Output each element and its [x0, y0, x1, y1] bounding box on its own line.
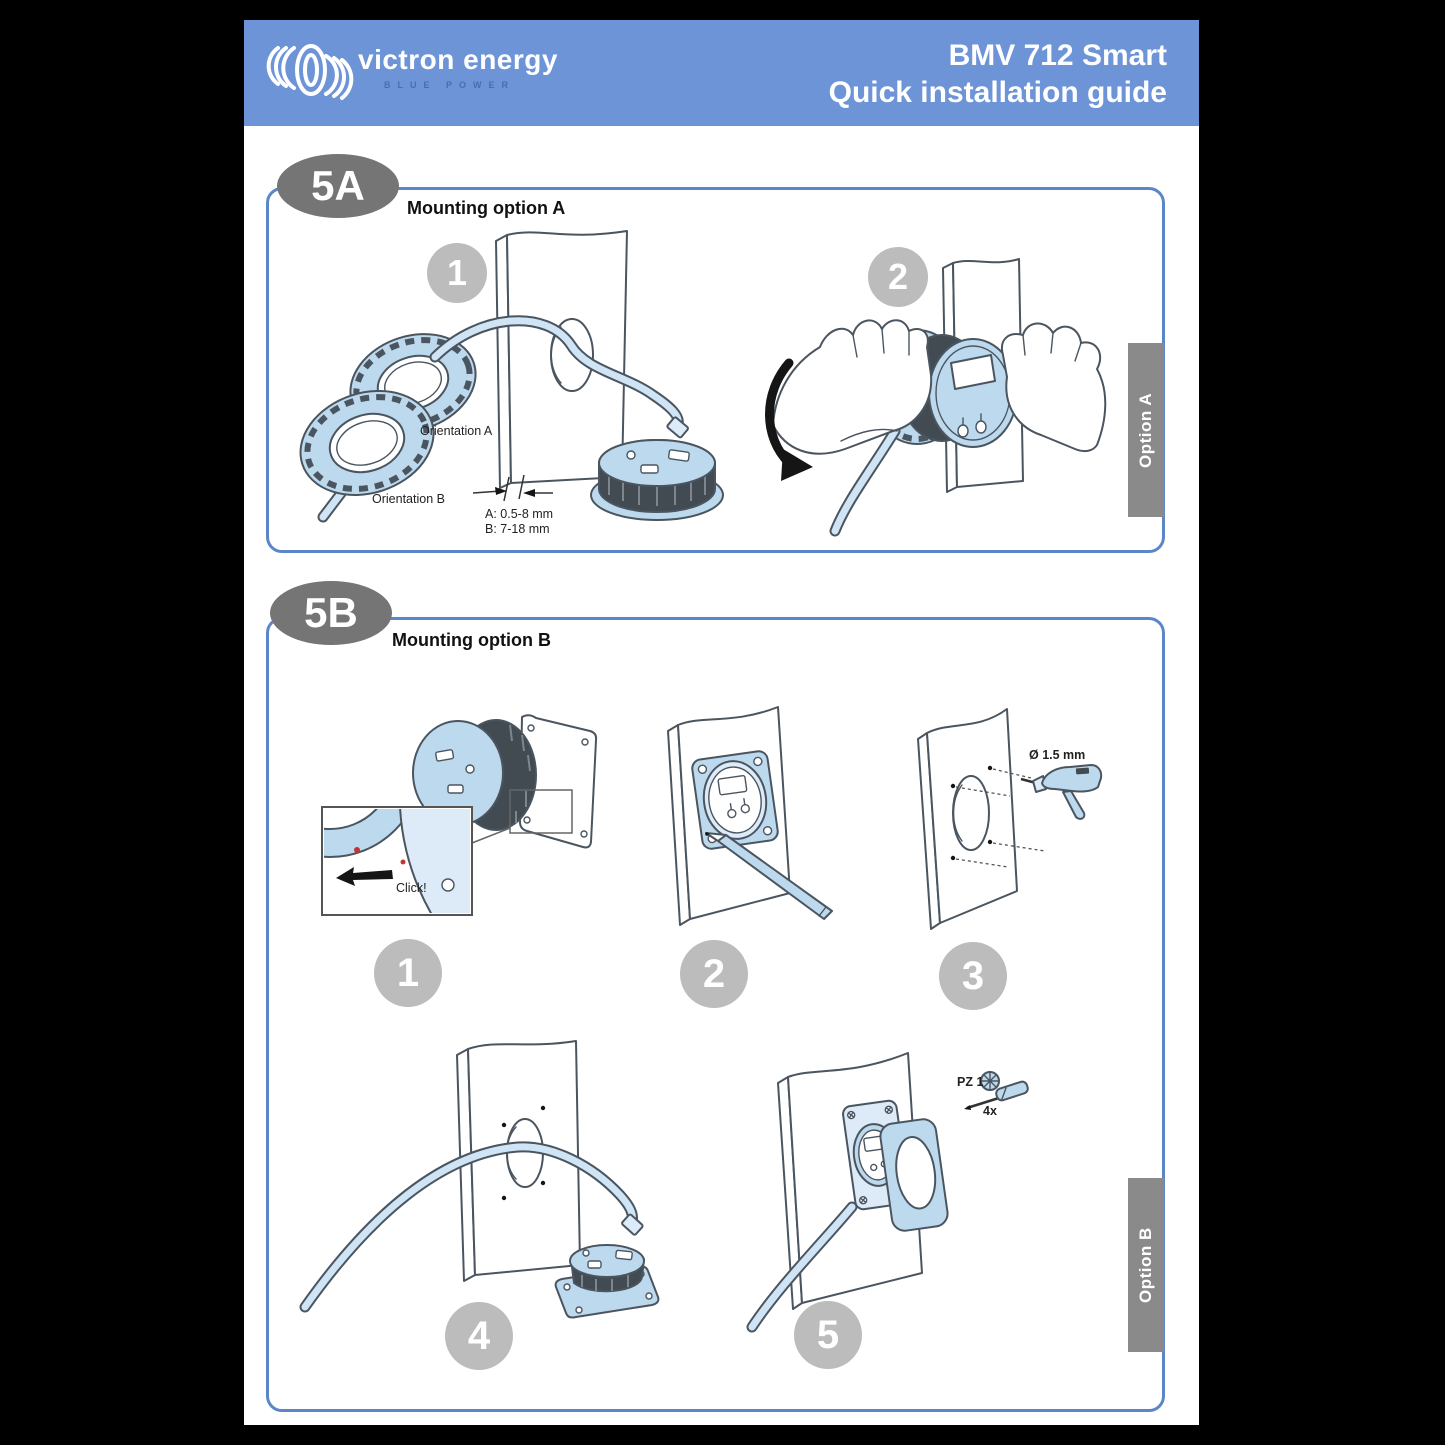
victron-logo-icon: [266, 38, 356, 106]
wall-panel: [918, 709, 1017, 929]
cable-connector: [621, 1214, 643, 1236]
drill-size-label: Ø 1.5 mm: [1029, 748, 1086, 762]
step-circle-a1: 1: [427, 243, 487, 303]
dim-b-label: B: 7-18 mm: [485, 522, 550, 536]
option-a-tab: Option A: [1128, 343, 1164, 517]
device-on-plate: [691, 750, 779, 850]
click-label: Click!: [396, 881, 427, 895]
section-5b-badge: 5B: [270, 581, 392, 645]
device-with-plate: [556, 1245, 659, 1318]
device-rear-body: [591, 440, 723, 520]
step-circle-b5: 5: [794, 1301, 862, 1369]
illustration-5b-step5: [690, 1035, 1120, 1340]
section-5a-badge: 5A: [277, 154, 399, 218]
orientation-b-label: Orientation B: [372, 492, 445, 506]
orientation-a-label: Orientation A: [420, 424, 493, 438]
step-circle-b1: 1: [374, 939, 442, 1007]
product-name: BMV 712 Smart: [948, 39, 1167, 72]
step-circle-a2: 2: [868, 247, 928, 307]
brand-name: victron energy: [358, 44, 558, 75]
illustration-5b-step4: [290, 1035, 670, 1340]
drill: [1021, 765, 1101, 819]
section-5b-title: Mounting option B: [392, 630, 551, 650]
illustration-5b-step3: [905, 695, 1105, 935]
dim-a-label: A: 0.5-8 mm: [485, 507, 554, 521]
screw-count-label: 4x: [983, 1104, 997, 1118]
step-circle-b4: 4: [445, 1302, 513, 1370]
cable-connector: [667, 417, 689, 439]
document-title: [829, 37, 1167, 111]
brand-tagline: BLUE POWER: [384, 80, 516, 90]
screwdriver-label: PZ 1: [957, 1075, 984, 1089]
screw-kit: [957, 1072, 1029, 1118]
section-5a-title: Mounting option A: [407, 198, 566, 218]
illustration-5a-step2: [745, 235, 1125, 545]
option-b-tab: Option B: [1128, 1178, 1164, 1352]
header-bar: [244, 20, 1199, 126]
illustration-5b-step2: [640, 695, 905, 935]
wall-panel: [496, 231, 627, 488]
doc-subtitle: Quick installation guide: [828, 76, 1167, 109]
step-circle-b3: 3: [939, 942, 1007, 1010]
document-page: [244, 20, 1199, 1425]
illustration-5b-step1: [300, 695, 620, 935]
step-circle-b2: 2: [680, 940, 748, 1008]
